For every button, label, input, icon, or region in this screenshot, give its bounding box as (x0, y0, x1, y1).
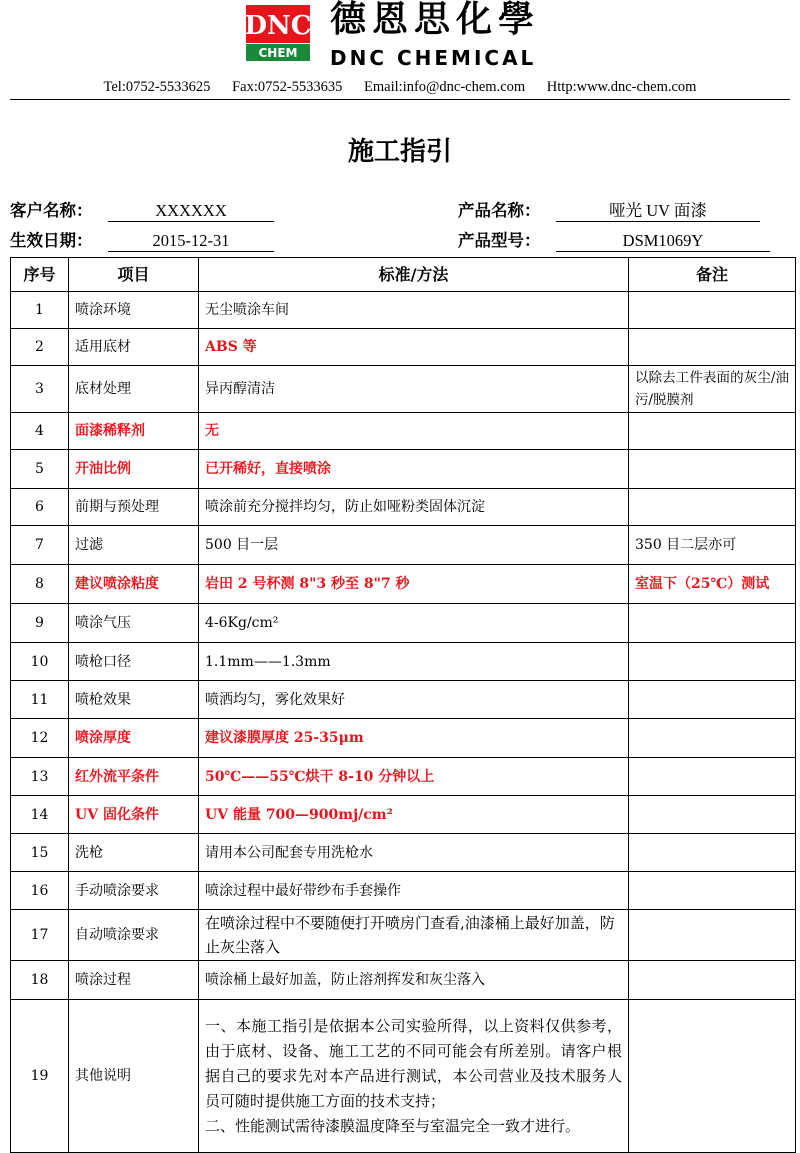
table-row (11, 292, 796, 329)
row-number: 16 (11, 872, 69, 910)
row-item: 喷涂厚度 (69, 719, 199, 758)
row-item: 面漆稀释剂 (69, 413, 199, 450)
row-note (629, 489, 796, 526)
header-no: 序号 (11, 258, 69, 292)
row-number: 6 (11, 489, 69, 526)
row-note (629, 643, 796, 681)
row-note (629, 450, 796, 489)
customer-label: 客户名称： (10, 201, 93, 220)
row-number: 19 (11, 1000, 69, 1153)
row-standard: 喷洒均匀，雾化效果好 (199, 681, 629, 719)
dnc-chem-logo (243, 3, 313, 63)
company-name-cn: 德恩思化學 (330, 0, 541, 40)
table-row (11, 719, 796, 758)
row-note: 以除去工件表面的灰尘/油污/脱膜剂 (629, 366, 796, 413)
row-standard: 建议漆膜厚度 25-35μm (199, 719, 629, 758)
construction-guide-table (10, 257, 796, 1153)
table-row (11, 872, 796, 910)
table-row (11, 758, 796, 796)
row-number: 13 (11, 758, 69, 796)
contact-email: Email:info@dnc-chem.com (364, 79, 526, 95)
company-name-en: DNC CHEMICAL (330, 46, 537, 70)
header-item: 项目 (69, 258, 199, 292)
row-number: 14 (11, 796, 69, 834)
table-row (11, 643, 796, 681)
contact-fax: Fax:0752-5533635 (232, 79, 343, 95)
table-row (11, 565, 796, 604)
row-note: 350 目二层亦可 (629, 526, 796, 565)
row-item: 底材处理 (69, 366, 199, 413)
row-note (629, 604, 796, 643)
row-standard: 喷涂过程中最好带纱布手套操作 (199, 872, 629, 910)
product-name-label: 产品名称： (458, 201, 541, 220)
row-item: 喷枪效果 (69, 681, 199, 719)
row-item: 其他说明 (69, 1000, 199, 1153)
row-number: 5 (11, 450, 69, 489)
row-note (629, 719, 796, 758)
header-note: 备注 (629, 258, 796, 292)
row-note (629, 413, 796, 450)
row-item: 喷涂气压 (69, 604, 199, 643)
row-number: 1 (11, 292, 69, 329)
row-number: 4 (11, 413, 69, 450)
header-standard: 标准/方法 (199, 258, 629, 292)
row-standard: 已开稀好，直接喷涂 (199, 450, 629, 489)
row-item: 洗枪 (69, 834, 199, 872)
row-note (629, 910, 796, 961)
table-row (11, 796, 796, 834)
row-item: 喷涂过程 (69, 961, 199, 1000)
row-note (629, 758, 796, 796)
customer-value: XXXXXX (108, 200, 274, 222)
row-standard: 4-6Kg/cm² (199, 604, 629, 643)
row-item: 前期与预处理 (69, 489, 199, 526)
row-standard: ABS 等 (199, 329, 629, 366)
header-divider (10, 99, 790, 100)
row-item: 喷涂环境 (69, 292, 199, 329)
row-item: 建议喷涂粘度 (69, 565, 199, 604)
date-value: 2015-12-31 (108, 230, 274, 252)
table-row (11, 329, 796, 366)
row-standard: 岩田 2 号杯测 8"3 秒至 8"7 秒 (199, 565, 629, 604)
table-row (11, 450, 796, 489)
other-notes-part-1: 一、本施工指引是依据本公司实验所得，以上资料仅供参考，由于底材、设备、施工工艺的不同可能会有所差别。请客户根据自己的要求先对本产品进行测试，本公司营业及技术服务人员可随时提供施工方面的技术支持； (205, 1016, 622, 1110)
contact-line (0, 77, 800, 97)
contact-website: Http:www.dnc-chem.com (546, 79, 697, 95)
table-row (11, 604, 796, 643)
contact-tel: Tel:0752-5533625 (103, 79, 211, 95)
row-note (629, 292, 796, 329)
row-standard: 无 (199, 413, 629, 450)
row-item: 手动喷涂要求 (69, 872, 199, 910)
row-standard: 50℃——55℃烘干 8-10 分钟以上 (199, 758, 629, 796)
row-item: 自动喷涂要求 (69, 910, 199, 961)
row-number: 8 (11, 565, 69, 604)
row-standard: 喷涂前充分搅拌均匀，防止如哑粉类固体沉淀 (199, 489, 629, 526)
row-note (629, 796, 796, 834)
logo-text-chem: CHEM (258, 46, 298, 60)
table-row (11, 526, 796, 565)
row-note (629, 329, 796, 366)
row-item: 过滤 (69, 526, 199, 565)
row-note (629, 872, 796, 910)
row-item: 适用底材 (69, 329, 199, 366)
date-label: 生效日期： (10, 231, 93, 250)
row-standard: 请用本公司配套专用洗枪水 (199, 834, 629, 872)
row-note (629, 681, 796, 719)
row-standard: UV 能量 700—900mj/cm² (199, 796, 629, 834)
table-row (11, 961, 796, 1000)
row-number: 2 (11, 329, 69, 366)
table-row (11, 489, 796, 526)
product-name-value: 哑光 UV 面漆 (556, 200, 760, 222)
logo-text-dnc: DNC (244, 11, 312, 41)
row-number: 10 (11, 643, 69, 681)
row-standard: 喷涂桶上最好加盖，防止溶剂挥发和灰尘落入 (199, 961, 629, 1000)
table-row (11, 413, 796, 450)
row-note (629, 961, 796, 1000)
row-standard: 500 目一层 (199, 526, 629, 565)
row-item: 喷枪口径 (69, 643, 199, 681)
row-standard (199, 1000, 629, 1153)
row-standard: 1.1mm——1.3mm (199, 643, 629, 681)
row-number: 9 (11, 604, 69, 643)
row-note (629, 1000, 796, 1153)
row-standard: 无尘喷涂车间 (199, 292, 629, 329)
row-number: 15 (11, 834, 69, 872)
table-row (11, 834, 796, 872)
row-number: 17 (11, 910, 69, 961)
row-number: 11 (11, 681, 69, 719)
table-row (11, 1000, 796, 1153)
row-number: 12 (11, 719, 69, 758)
row-number: 3 (11, 366, 69, 413)
row-note: 室温下（25℃）测试 (629, 565, 796, 604)
row-number: 7 (11, 526, 69, 565)
model-label: 产品型号： (458, 231, 541, 250)
table-row (11, 366, 796, 413)
table-header-row (11, 258, 796, 292)
other-notes-part-2: 二、性能测试需待漆膜温度降至与室温完全一致才进行。 (205, 1116, 581, 1135)
row-number: 18 (11, 961, 69, 1000)
row-standard: 异丙醇清洁 (199, 366, 629, 413)
row-item: 开油比例 (69, 450, 199, 489)
page-title: 施工指引 (347, 137, 452, 167)
table-row (11, 681, 796, 719)
row-item: 红外流平条件 (69, 758, 199, 796)
row-note (629, 834, 796, 872)
table-row (11, 910, 796, 961)
row-standard: 在喷涂过程中不要随便打开喷房门查看,油漆桶上最好加盖，防止灰尘落入 (199, 910, 629, 961)
row-item: UV 固化条件 (69, 796, 199, 834)
model-value: DSM1069Y (556, 230, 770, 252)
